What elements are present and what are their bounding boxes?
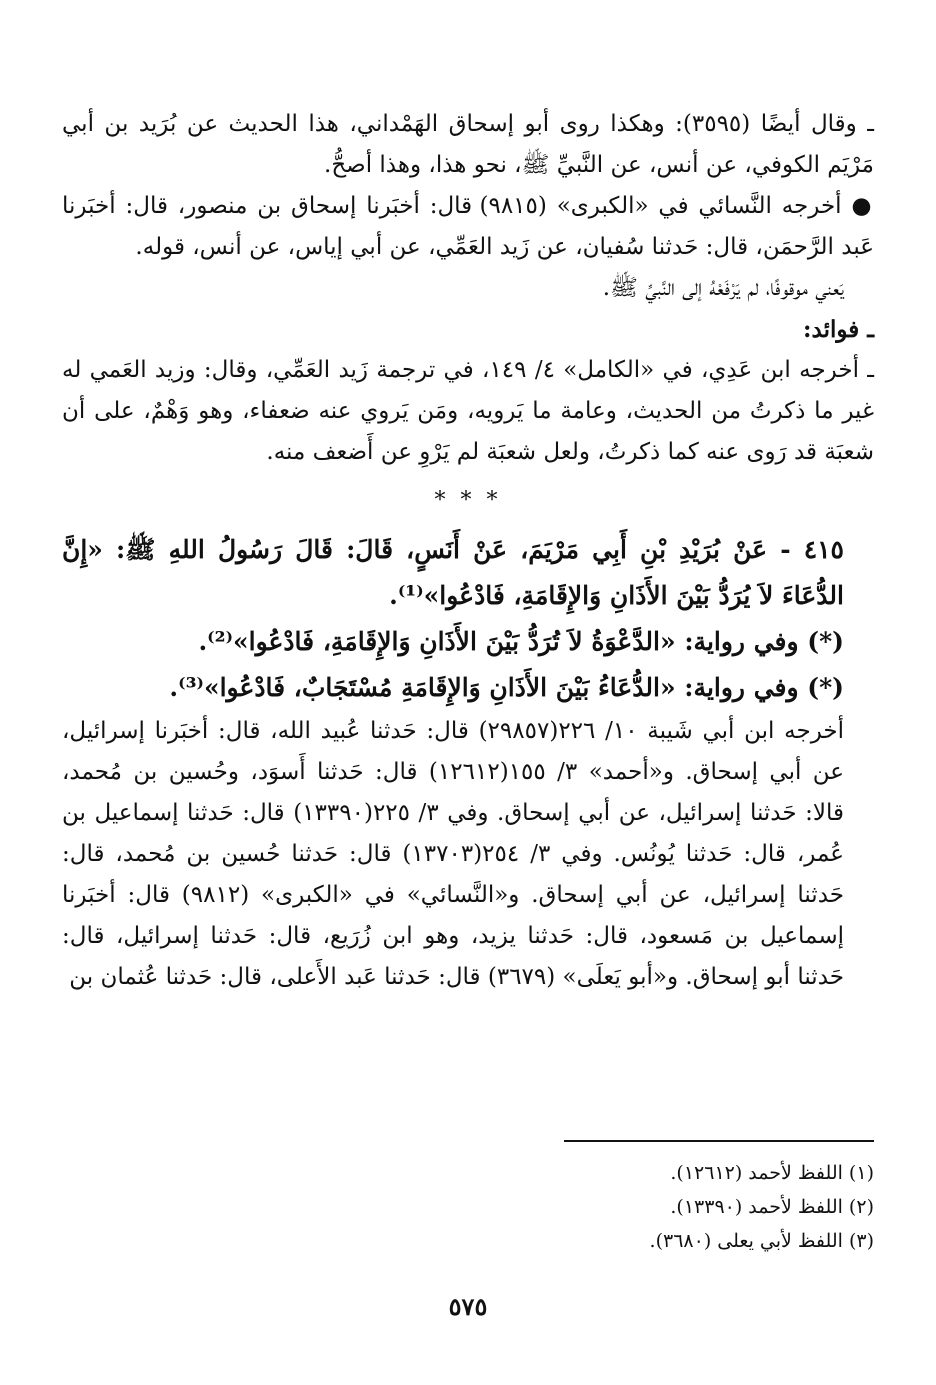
fawaid-heading: ـ فوائد:	[803, 316, 874, 343]
paragraph-ibn-adi: ـ أخرجه ابن عَدِي، في «الكامل» ٤/ ١٤٩، في ترجمة زَيد العَمِّي، وقال: وزيد العَمي له غير ما ذكرتُ من الحديث، وعامة ما يَرويه، ومَن يَروي عنه ضعفاء، وهو وَهْمٌ، على أن شعبَة قد رَوى عنه كما ذكرتُ، ولعل شعبَة لم يَرْوِ عن أَضعف منه.	[62, 357, 874, 465]
paragraph-mawquf-note: يَعني موقوفًا، لم يَرْفَعْهُ إلى النَّبيِّ ﷺ.	[602, 275, 844, 301]
footnote-3: (٣) اللفظ لأبي يعلى (٣٦٨٠).	[649, 1230, 874, 1252]
page-number: ٥٧٥	[448, 1292, 488, 1321]
footnote-1: (١) اللفظ لأحمد (١٢٦١٢).	[670, 1162, 874, 1184]
main-text	[62, 104, 874, 998]
hadith-variant-2: (*) وفي رواية: «الدُّعَاءُ بَيْنَ الأَذَانِ وَالإِقَامَةِ مُسْتَجَابٌ، فَادْعُوا»⁽³⁾.	[169, 673, 844, 702]
paragraph-takhrij: أخرجه ابن أبي شَيبة ١٠/ ٢٢٦(٢٩٨٥٧) قال: حَدثنا عُبيد الله، قال: أخبَرنا إسرائيل، عن أبي إسحاق. و«أحمد» ٣/ ١٥٥(١٢٦١٢) قال: حَدثنا أَسوَد، وحُسين بن مُحمد، قالا: حَدثنا إسرائيل، عن أبي إسحاق. وفي ٣/ ٢٢٥(١٣٣٩٠) قال: حَدثنا إسماعيل بن عُمر، قال: حَدثنا يُونُس. وفي ٣/ ٢٥٤(١٣٧٠٣) قال: حَدثنا حُسين بن مُحمد، قال: حَدثنا إسرائيل، عن أبي إسحاق. و«النَّسائي» في «الكبرى» (٩٨١٢) قال: أخبَرنا إسماعيل بن مَسعود، قال: حَدثنا يزيد، وهو ابن زُرَيع، قال: حَدثنا إسرائيل، قال: حَدثنا أبو إسحاق. و«أبو يَعلَى» (٣٦٧٩) قال: حَدثنا عَبد الأَعلى، قال: حَدثنا عُثمان بن	[62, 718, 845, 990]
footnotes	[62, 1156, 874, 1258]
footnote-2: (٢) اللفظ لأحمد (١٣٣٩٠).	[670, 1196, 874, 1218]
footnote-divider	[564, 1140, 874, 1142]
hadith-variant-1: (*) وفي رواية: «الدَّعْوَةُ لاَ تُرَدُّ بَيْنَ الأَذَانِ وَالإِقَامَةِ، فَادْعُوا»⁽²⁾.	[198, 627, 844, 656]
paragraph-nasai-takhrij: ● أخرجه النَّسائي في «الكبرى» (٩٨١٥) قال: أخبَرنا إسحاق بن منصور، قال: أخبَرنا عَبد الرَّحمَن، قال: حَدثنا سُفيان، عن زَيد العَمِّي، عن أبي إياس، عن أنس، قوله.	[62, 193, 875, 260]
paragraph-tirmidhi-note: ـ وقال أيضًا (٣٥٩٥): وهكذا روى أبو إسحاق الهَمْداني، هذا الحديث عن بُرَيد بن أبي مَرْيَم الكوفي، عن أنس، عن النَّبيِّ ﷺ، نحو هذا، وهذا أصحُّ.	[62, 111, 874, 178]
section-separator: * * *	[434, 488, 502, 513]
hadith-415-text: ٤١٥ - عَنْ بُرَيْدِ بْنِ أَبِي مَرْيَمَ، عَنْ أَنَسٍ، قَالَ: قَالَ رَسُولُ اللهِ ﷺ: «إِنَّ الدُّعَاءَ لاَ يُرَدُّ بَيْنَ الأَذَانِ وَالإِقَامَةِ، فَادْعُوا»⁽¹⁾.	[62, 535, 844, 610]
